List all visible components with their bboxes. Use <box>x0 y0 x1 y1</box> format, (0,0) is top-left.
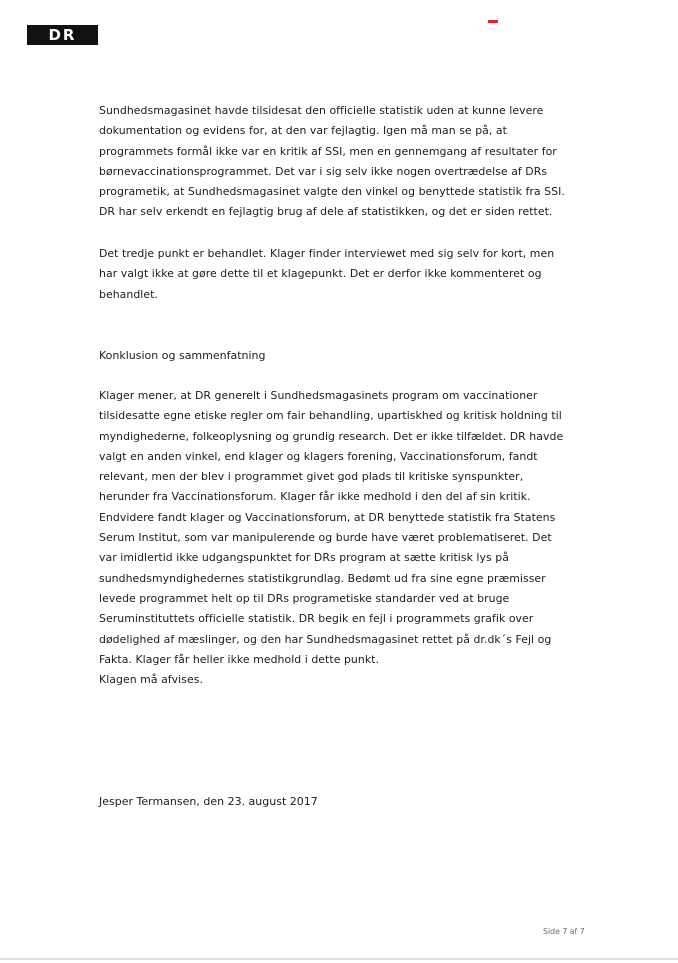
text-line: relevant, men der blev i programmet givet god plads til kritiske synspunkter, <box>99 470 524 484</box>
text-line: har valgt ikke at gøre dette til et klagepunkt. Det er derfor ikke kommenteret og <box>99 267 542 281</box>
signature-line: Jesper Termansen, den 23. august 2017 <box>99 795 318 808</box>
text-line: var imidlertid ikke udgangspunktet for DRs program at sætte kritisk lys på <box>99 551 509 565</box>
text-line: dødelighed af mæslinger, og den har Sundhedsmagasinet rettet på dr.dk´s Fejl og <box>99 632 552 646</box>
paragraph-third-point <box>99 244 599 305</box>
text-line: Klagen må afvises. <box>99 673 203 687</box>
paragraph-conclusion <box>99 386 599 690</box>
text-line: Det tredje punkt er behandlet. Klager finder interviewet med sig selv for kort, men <box>99 247 555 260</box>
dr-logo: DR <box>27 25 98 45</box>
text-line: programetik, at Sundhedsmagasinet valgte den vinkel og benyttede statistik fra SSI. <box>99 185 565 199</box>
page-number: Side 7 af 7 <box>543 927 585 936</box>
text-line: Sundhedsmagasinet havde tilsidesat den officielle statistik uden at kunne levere <box>99 104 544 117</box>
text-line: myndighederne, folkeoplysning og grundig research. Det er ikke tilfældet. DR havde <box>99 429 564 443</box>
text-line: Endvidere fandt klager og Vaccinationsforum, at DR benyttede statistik fra Statens <box>99 510 556 524</box>
text-line: Seruminstituttets officielle statistik. DR begik en fejl i programmets grafik over <box>99 612 534 626</box>
text-line: levede programmet helt op til DRs programetiske standarder ved at bruge <box>99 591 510 605</box>
text-line: DR har selv erkendt en fejlagtig brug af dele af statistikken, og det er siden rettet. <box>99 205 553 219</box>
text-line: Klager mener, at DR generelt i Sundhedsmagasinets program om vaccinationer <box>99 389 538 402</box>
text-line: programmets formål ikke var en kritik af SSI, men en gennemgang af resultater for <box>99 144 557 158</box>
section-heading-conclusion: Konklusion og sammenfatning <box>99 349 266 362</box>
bottom-divider <box>0 958 678 960</box>
text-line: sundhedsmyndighedernes statistikgrundlag. Bedømt ud fra sine egne præmisser <box>99 571 546 585</box>
red-header-mark <box>488 20 498 23</box>
text-line: behandlet. <box>99 287 158 301</box>
text-line: valgt en anden vinkel, end klager og klagers forening, Vaccinationsforum, fandt <box>99 449 538 463</box>
text-line: børnevaccinationsprogrammet. Det var i sig selv ikke nogen overtrædelse af DRs <box>99 164 548 178</box>
text-line: dokumentation og evidens for, at den var fejlagtig. Igen må man se på, at <box>99 124 507 138</box>
text-line: Serum Institut, som var manipulerende og burde have været problematiseret. Det <box>99 531 552 545</box>
paragraph-ssi-statistics <box>99 101 599 223</box>
text-line: tilsidesatte egne etiske regler om fair behandling, upartiskhed og kritisk holdning til <box>99 409 562 423</box>
text-line: herunder fra Vaccinationsforum. Klager får ikke medhold i den del af sin kritik. <box>99 490 531 504</box>
text-line: Fakta. Klager får heller ikke medhold i dette punkt. <box>99 652 380 666</box>
